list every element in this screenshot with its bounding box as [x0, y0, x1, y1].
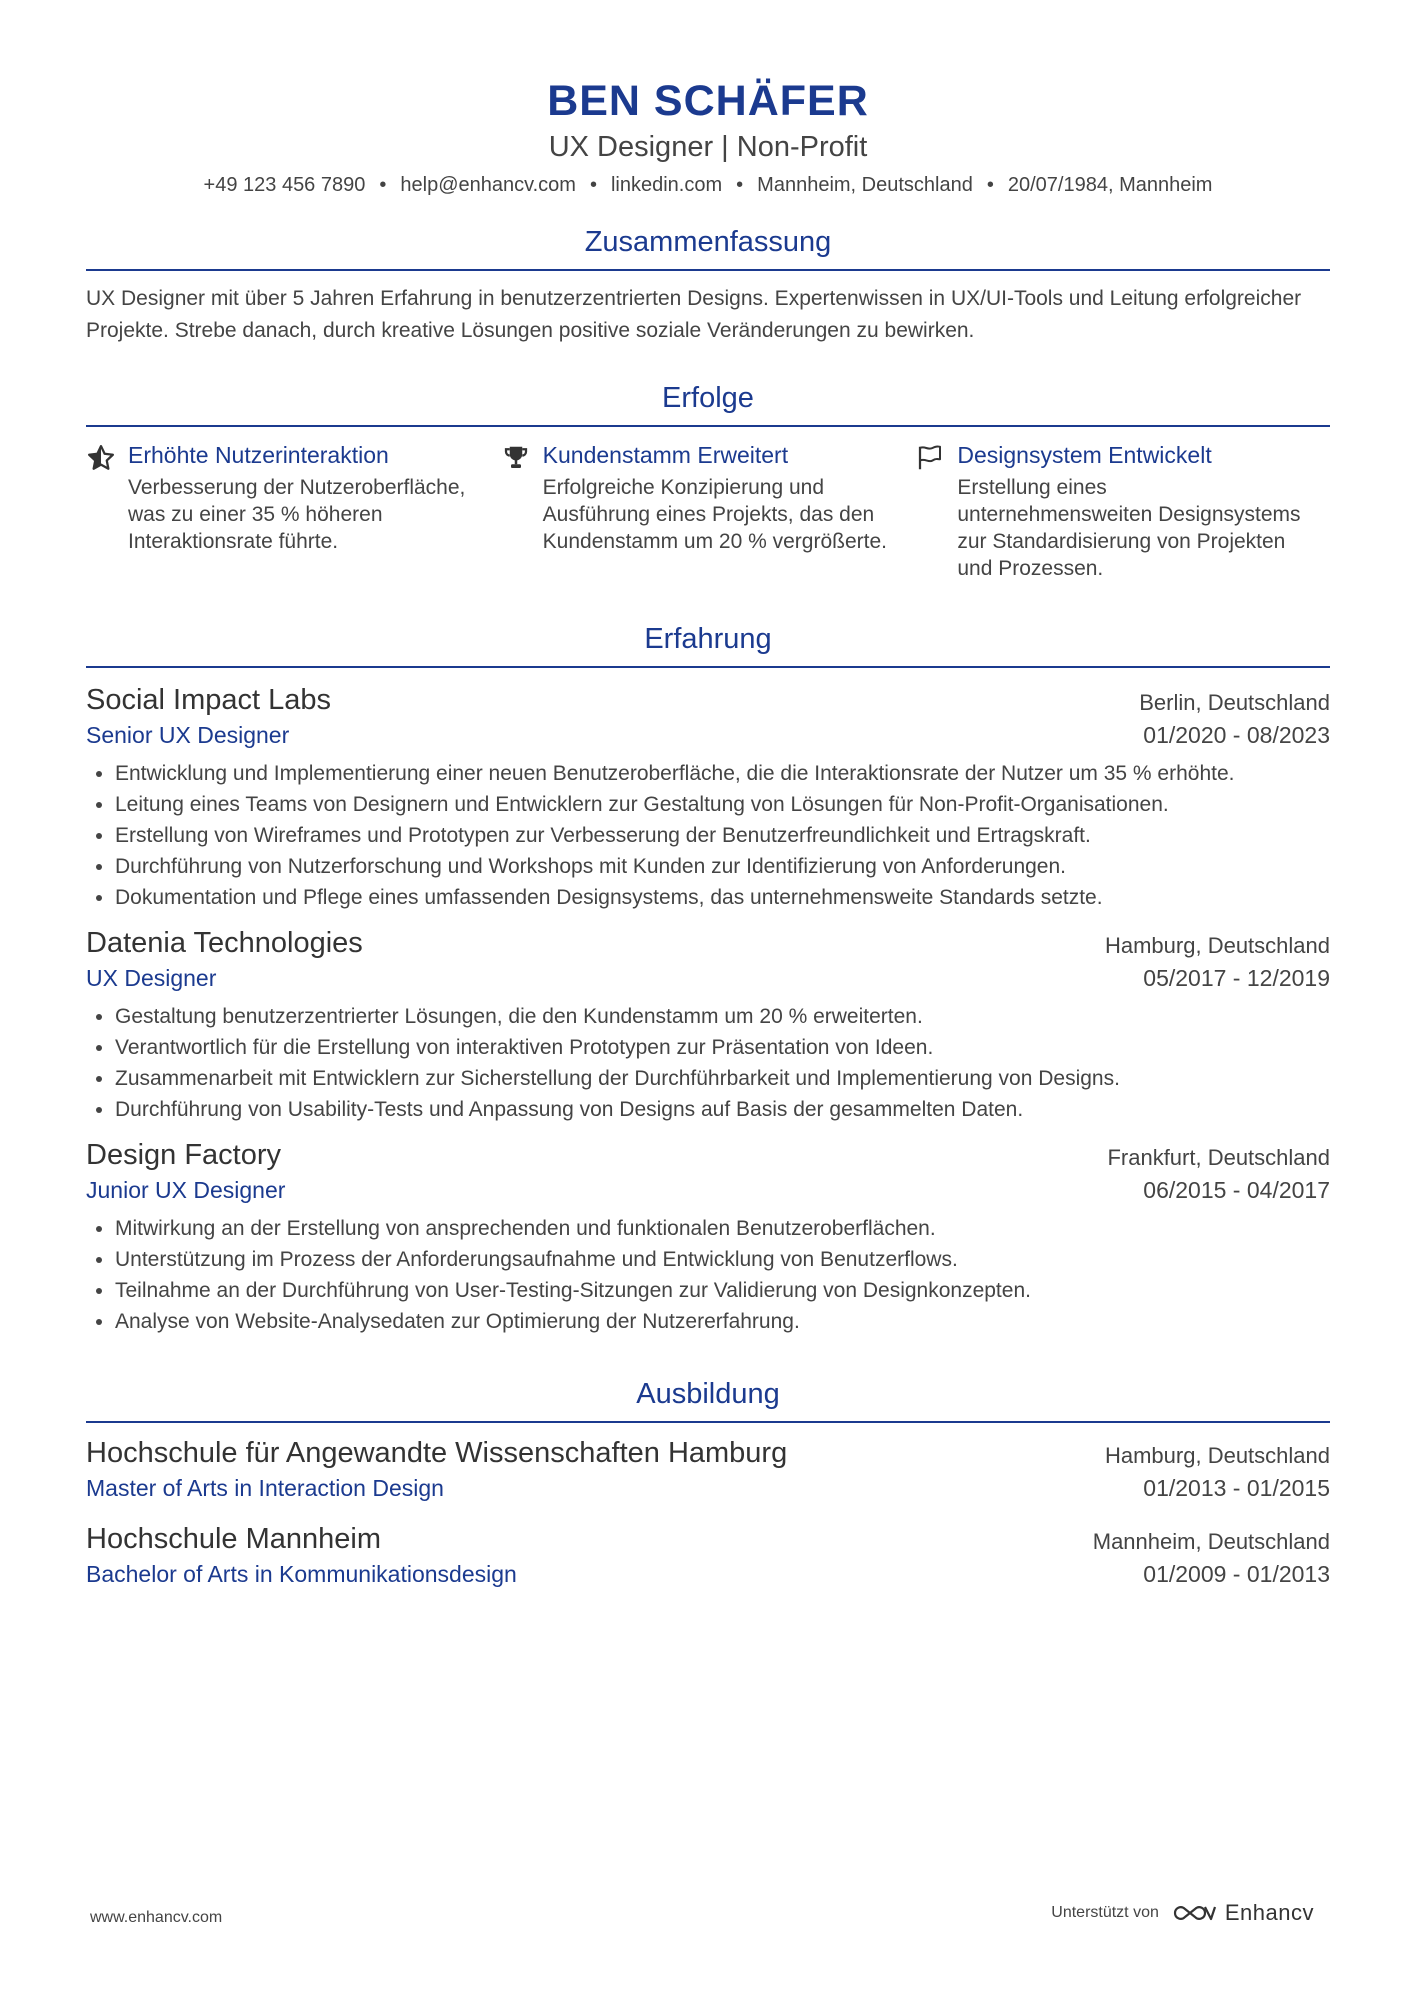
candidate-name: BEN SCHÄFER	[547, 77, 869, 125]
bullet-item: • Verantwortlich für die Erstellung von interaktiven Prototypen zur Präsentation von Ideen.	[115, 1034, 1330, 1061]
achievement-desc: Erstellung eines unternehmensweiten Designsystems zur Standardisierung von Projekten und Prozessen.	[957, 476, 1301, 580]
degree: Bachelor of Arts in Kommunikationsdesign	[86, 1561, 517, 1587]
bullet-item: • Leitung eines Teams von Designern und Entwicklern zur Gestaltung von Lösungen für Non-Profit-Organisationen.	[115, 791, 1330, 818]
job-bullets	[86, 760, 1330, 911]
job-location: Frankfurt, Deutschland	[1107, 1145, 1330, 1170]
powered-by-label: Unterstützt von	[1051, 1904, 1159, 1921]
linkedin[interactable]: linkedin.com	[610, 174, 723, 196]
job-position: UX Designer	[86, 965, 217, 991]
achievement-title: Erhöhte Nutzerinteraktion	[128, 442, 389, 468]
company-name: Social Impact Labs	[86, 684, 332, 716]
bullet-item: • Zusammenarbeit mit Entwicklern zur Sicherstellung der Durchführbarkeit und Implementierung von Designs.	[115, 1065, 1330, 1092]
education-section	[86, 1377, 1330, 1589]
education-entry	[86, 1521, 1330, 1589]
job-bullets	[86, 1003, 1330, 1123]
email[interactable]: help@enhancv.com	[400, 174, 576, 196]
footer-branding[interactable]	[1051, 1900, 1314, 1926]
bullet-item: • Teilnahme an der Durchführung von User-Testing-Sitzungen zur Validierung von Designkonzepten.	[115, 1277, 1330, 1304]
achievement-desc: Erfolgreiche Konzipierung und Ausführung eines Projekts, das den Kundenstamm um 20 % vergrößerte.	[542, 476, 887, 553]
bullet-item: • Entwicklung und Implementierung einer neuen Benutzeroberfläche, die die Interaktionsrate der Nutzer um 35 % erhöhte.	[115, 760, 1330, 787]
experience-section	[86, 622, 1330, 1335]
birth-info: 20/07/1984, Mannheim	[1007, 174, 1213, 196]
job-bullets	[86, 1215, 1330, 1335]
job-location: Berlin, Deutschland	[1139, 690, 1330, 715]
achievement-item	[86, 439, 501, 582]
section-title-achievements: Erfolge	[86, 381, 1330, 427]
job-entry	[86, 1137, 1330, 1335]
enhancv-logo-icon	[1171, 1901, 1217, 1925]
section-title-summary: Zusammenfassung	[86, 225, 1330, 271]
achievement-item	[501, 439, 916, 582]
job-dates: 05/2017 - 12/2019	[1143, 965, 1330, 991]
school-location: Hamburg, Deutschland	[1104, 1443, 1330, 1468]
school-name: Hochschule für Angewandte Wissenschaften Hamburg	[86, 1437, 788, 1469]
summary-section	[86, 225, 1330, 347]
brand-name: Enhancv	[1224, 1900, 1314, 1925]
job-position: Senior UX Designer	[86, 722, 290, 748]
section-title-experience: Erfahrung	[86, 622, 1330, 668]
phone: +49 123 456 7890	[203, 174, 366, 196]
bullet-item: • Durchführung von Usability-Tests und Anpassung von Designs auf Basis der gesammelten Daten.	[115, 1096, 1330, 1123]
star-icon	[86, 439, 128, 582]
contact-line: +49 123 456 7890 • help@enhancv.com • linkedin.com • Mannheim, Deutschland • 20/07/1984, Mannheim	[203, 174, 1213, 196]
bullet-item: • Dokumentation und Pflege eines umfassenden Designsystems, das unternehmensweite Standards setzte.	[115, 884, 1330, 911]
achievement-desc: Verbesserung der Nutzeroberfläche, was zu einer 35 % höheren Interaktionsrate führte.	[128, 476, 466, 553]
school-name: Hochschule Mannheim	[86, 1523, 381, 1555]
footer-website[interactable]: www.enhancv.com	[90, 1909, 223, 1926]
achievement-title: Kundenstamm Erweitert	[542, 442, 789, 468]
bullet-item: • Analyse von Website-Analysedaten zur Optimierung der Nutzererfahrung.	[115, 1308, 1330, 1335]
summary-text: UX Designer mit über 5 Jahren Erfahrung in benutzerzentrierten Designs. Expertenwissen in UX/UI-Tools und Leitung erfolgreicher Projekte. Strebe danach, durch kreative Lösungen positive soziale Veränderungen zu bewirken.	[86, 287, 1302, 342]
job-location: Hamburg, Deutschland	[1104, 933, 1330, 958]
candidate-role: UX Designer | Non-Profit	[548, 131, 868, 163]
job-position: Junior UX Designer	[86, 1177, 286, 1203]
achievements-section	[86, 381, 1330, 582]
degree: Master of Arts in Interaction Design	[86, 1475, 444, 1501]
flag-icon	[915, 439, 957, 582]
education-entry	[86, 1435, 1330, 1503]
company-name: Design Factory	[86, 1139, 282, 1171]
bullet-item: • Gestaltung benutzerzentrierter Lösungen, die den Kundenstamm um 20 % erweiterten.	[115, 1003, 1330, 1030]
bullet-item: • Erstellung von Wireframes und Prototypen zur Verbesserung der Benutzerfreundlichkeit und Ertragskraft.	[115, 822, 1330, 849]
job-dates: 01/2020 - 08/2023	[1143, 722, 1330, 748]
job-entry	[86, 925, 1330, 1123]
company-name: Datenia Technologies	[86, 927, 363, 959]
education-dates: 01/2013 - 01/2015	[1143, 1475, 1330, 1501]
job-entry	[86, 682, 1330, 911]
trophy-icon	[501, 439, 543, 582]
achievement-title: Designsystem Entwickelt	[957, 442, 1212, 468]
bullet-item: • Durchführung von Nutzerforschung und Workshops mit Kunden zur Identifizierung von Anforderungen.	[115, 853, 1330, 880]
section-title-education: Ausbildung	[86, 1377, 1330, 1423]
school-location: Mannheim, Deutschland	[1092, 1529, 1330, 1554]
education-dates: 01/2009 - 01/2013	[1143, 1561, 1330, 1587]
resume-page	[86, 0, 1330, 1589]
bullet-item: • Unterstützung im Prozess der Anforderungsaufnahme und Entwicklung von Benutzerflows.	[115, 1246, 1330, 1273]
bullet-item: • Mitwirkung an der Erstellung von ansprechenden und funktionalen Benutzeroberflächen.	[115, 1215, 1330, 1242]
achievement-item	[915, 439, 1330, 582]
job-dates: 06/2015 - 04/2017	[1143, 1177, 1330, 1203]
location: Mannheim, Deutschland	[757, 174, 973, 196]
